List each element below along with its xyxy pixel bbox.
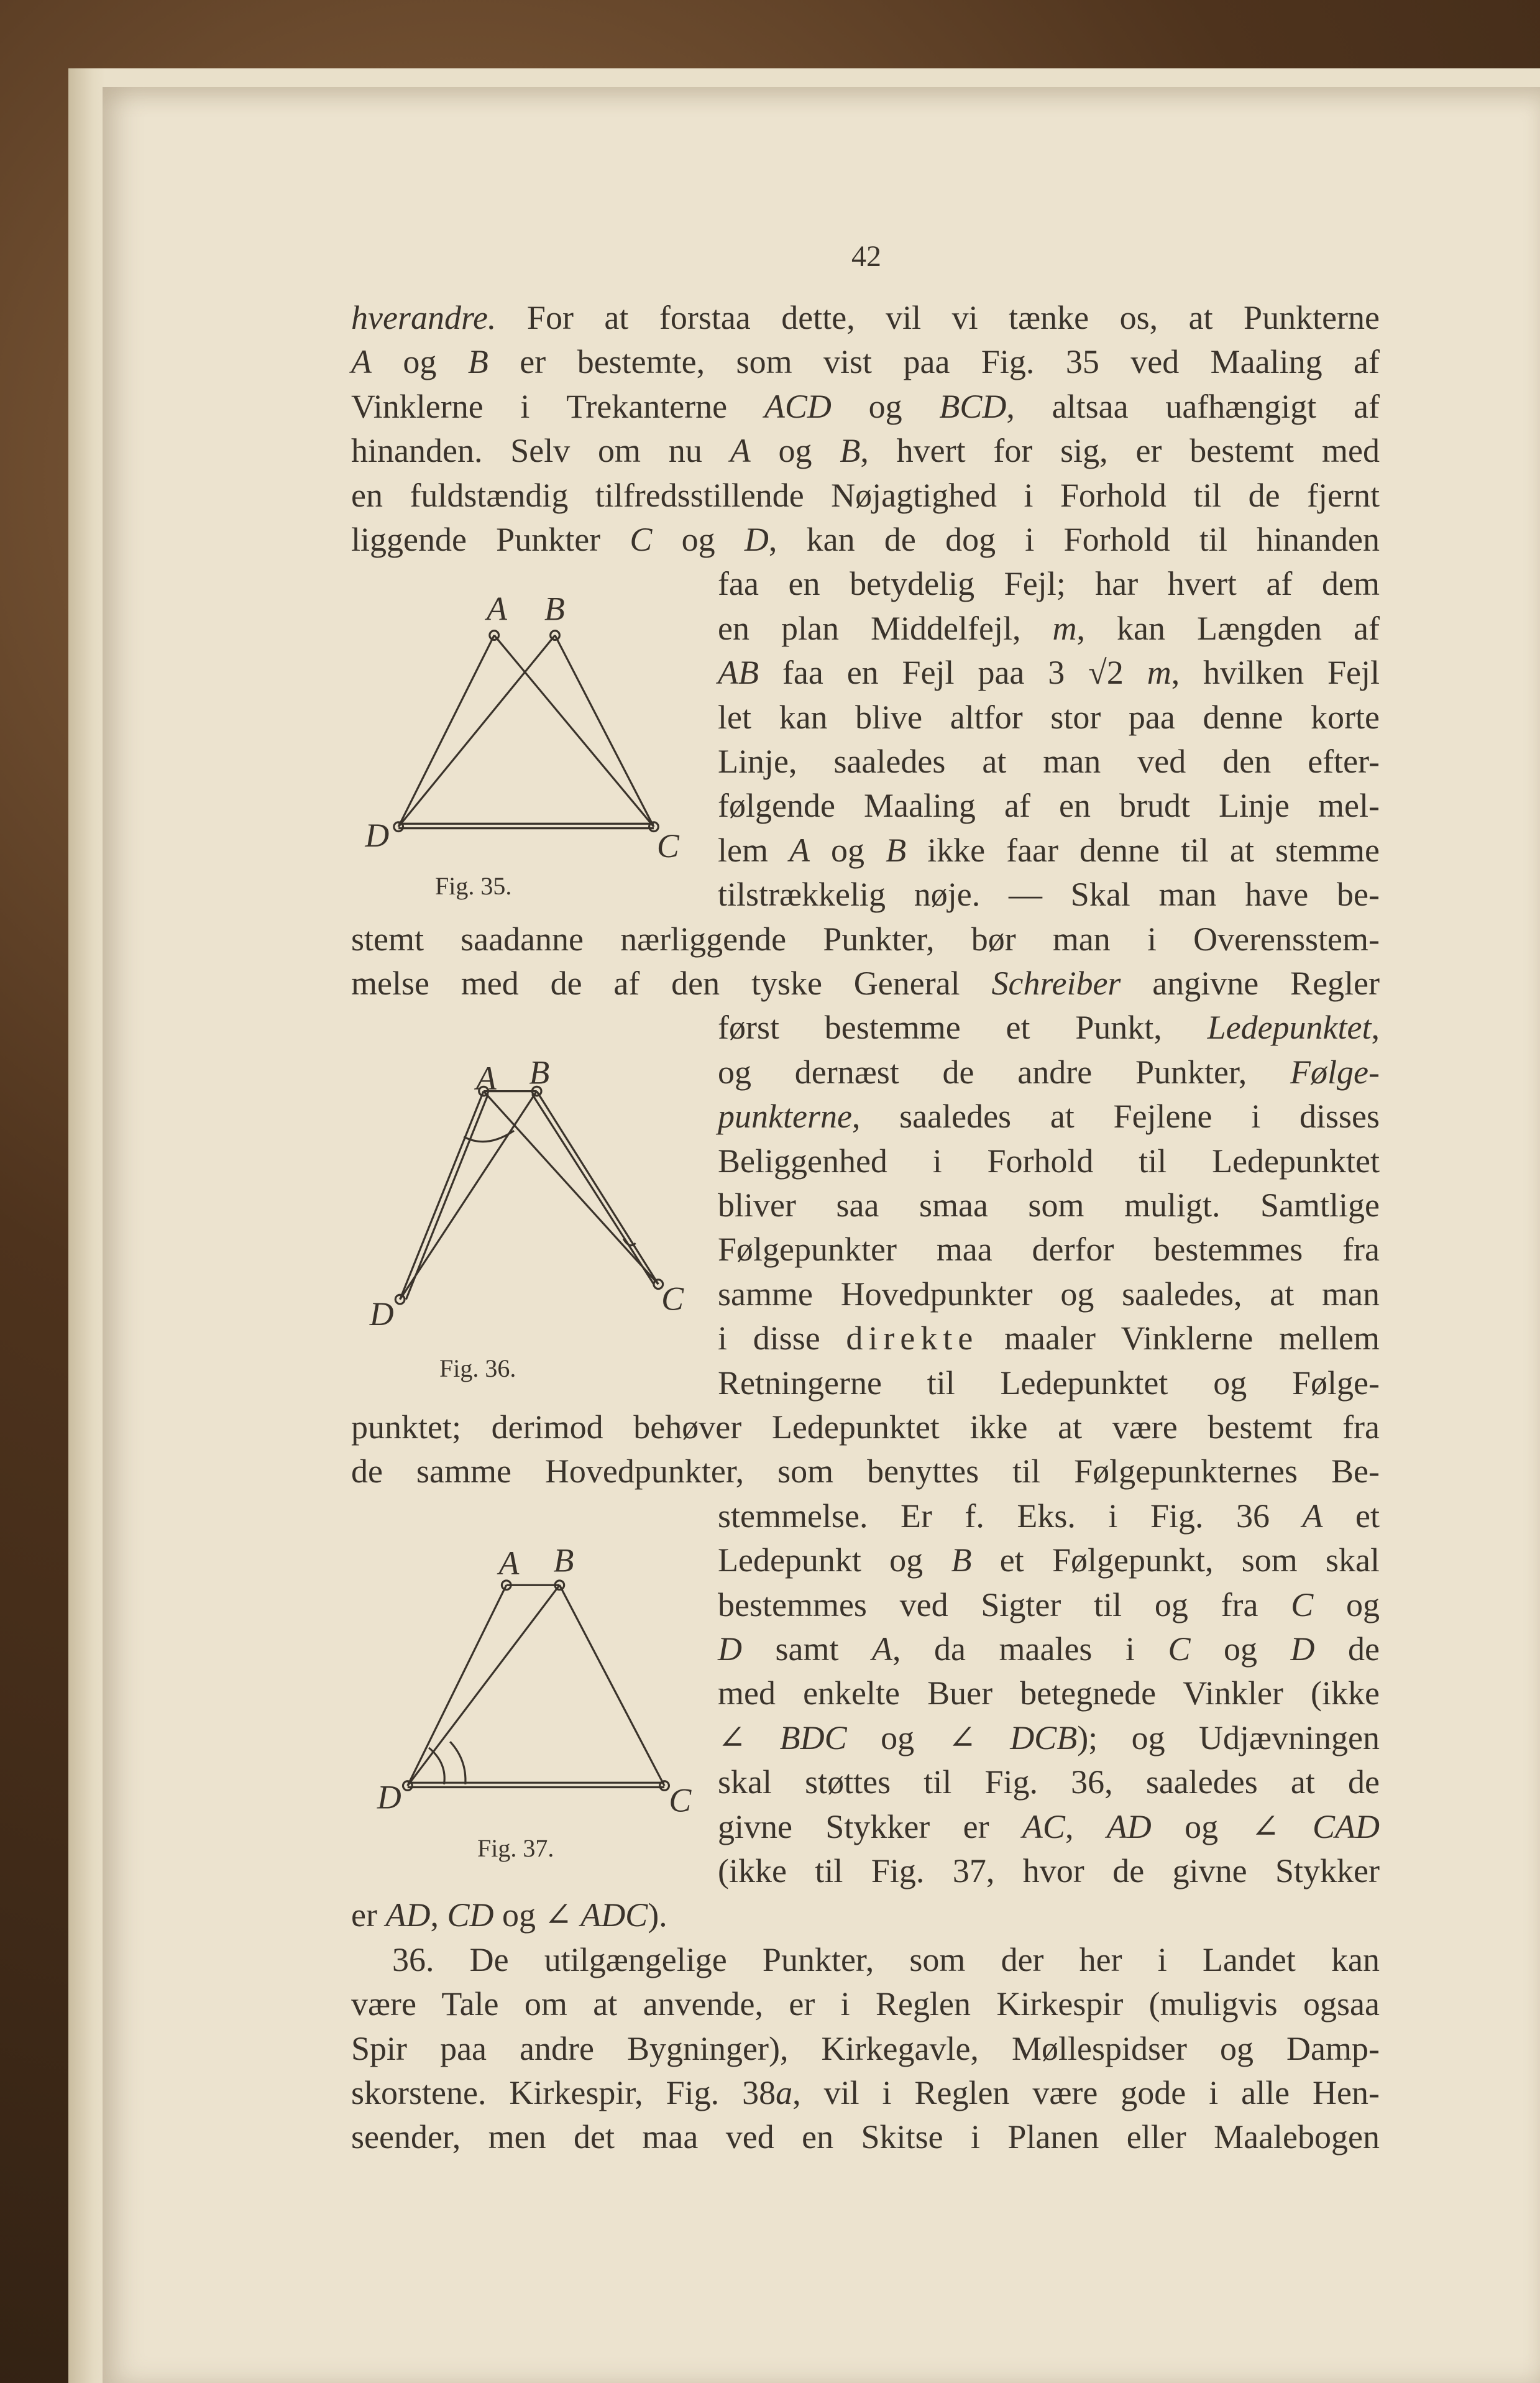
text-line [351,430,1380,471]
text-segment: er [351,1896,386,1934]
italic-text: B [840,432,861,470]
italic-text: CAD [1313,1807,1380,1845]
text-line [718,697,1380,738]
text-line [718,785,1380,826]
text-line [718,608,1380,649]
fig37-label-d: D [377,1778,401,1816]
text-segment: (ikke til Fig. 37, hvor de givne Stykker [718,1852,1380,1889]
italic-text: AD [385,1896,431,1934]
text-line [392,1939,1380,1980]
fig35-label-b: B [544,590,565,628]
text-line [718,1761,1380,1802]
text-segment: , altsaa uafhængigt af [1006,387,1380,425]
italic-text: C [1291,1586,1314,1623]
text-segment: faa en betydelig Fejl; har hvert af dem [718,565,1380,603]
italic-text: B [886,831,907,869]
text-segment: de samme Hovedpunkter, som benyttes til Følgepunkternes Be- [351,1453,1380,1490]
text-segment: direkte [846,1320,979,1357]
text-line [351,1894,1380,1935]
text-segment: først bestemme et Punkt, [718,1009,1208,1047]
text-line [718,1850,1380,1891]
text-segment: , kan Længden af [1076,609,1380,647]
text-line [718,1673,1380,1714]
text-segment: et [1322,1497,1380,1535]
text-line [351,919,1380,960]
text-segment: og [750,432,840,470]
text-line [351,475,1380,516]
fig36-label-c: C [661,1280,684,1318]
text-segment: stemmelse. Er f. Eks. i Fig. 36 [718,1497,1303,1535]
text-segment: samme Hovedpunkter og saaledes, at man [718,1275,1380,1313]
text-line [351,1983,1380,2024]
text-line [718,1318,1380,1359]
text-line [718,874,1380,915]
text-segment: hinanden. Selv om nu [351,432,730,470]
italic-text: BCD [939,387,1007,425]
text-segment: et Følgepunkt, som skal [971,1541,1380,1579]
text-segment: , [1371,1009,1380,1047]
text-line [351,2116,1380,2157]
text-segment: Ledepunkt og [718,1541,951,1579]
italic-text: Følge- [1290,1053,1380,1091]
italic-text: hverandre. [351,299,497,336]
italic-text: m [1052,609,1077,647]
text-segment: være Tale om at anvende, er i Reglen Kirkespir (muligvis ogsaa [351,1985,1380,2023]
italic-text: AB [718,654,759,692]
italic-text: D [744,521,769,558]
text-segment: , hvilken Fejl [1171,654,1380,692]
text-line [351,1407,1380,1448]
fig36-label-b: B [529,1054,550,1091]
text-segment: samt [742,1630,873,1668]
text-segment: ). [648,1896,667,1934]
italic-text: A [730,432,751,470]
text-segment: skorstene. Kirkespir, Fig. 38 [351,2074,776,2111]
text-line [351,2028,1380,2069]
text-line [718,1584,1380,1625]
text-line [718,1495,1380,1536]
text-line [718,1229,1380,1270]
text-line [351,2072,1380,2113]
text-line [718,830,1380,871]
text-segment: , vil i Reglen være gode i alle Hen- [792,2074,1380,2111]
italic-text: CD [447,1896,494,1934]
italic-text: AD [1106,1807,1152,1845]
text-segment: Vinklerne i Trekanterne [351,387,764,425]
italic-text: AC [1022,1807,1065,1845]
text-segment: , [430,1896,447,1934]
fig37-label-c: C [669,1781,692,1819]
italic-text: a [776,2074,793,2111]
figure-35 [364,590,679,865]
fig35-caption: Fig. 35. [435,872,512,900]
text-segment: ); og Udjævningen [1077,1719,1380,1756]
text-line [718,1628,1380,1669]
fig36-caption: Fig. 36. [439,1354,516,1382]
text-line [351,341,1380,382]
fig37-label-b: B [553,1541,574,1579]
italic-text: C [630,521,653,558]
text-segment: tilstrækkelig nøje. — Skal man have be- [718,876,1380,914]
italic-text: B [951,1541,972,1579]
text-segment: og [810,831,886,869]
text-segment: givne Stykker er [718,1807,1022,1845]
text-segment: og dernæst de andre Punkter, [718,1053,1291,1091]
fig36-label-a: A [475,1060,497,1098]
text-line [718,563,1380,604]
italic-text: A [1302,1497,1323,1535]
italic-text: C [1168,1630,1191,1668]
text-segment: faa en Fejl paa 3 √2 [758,654,1147,692]
italic-text: A [789,831,810,869]
text-line [351,1451,1380,1492]
fig37-caption: Fig. 37. [477,1834,554,1862]
text-segment: og [831,387,940,425]
text-line [351,386,1380,427]
text-line [718,1185,1380,1226]
italic-text: D [1290,1630,1315,1668]
italic-text: A [351,343,372,381]
text-segment: Beliggenhed i Forhold til Ledepunktet [718,1142,1380,1180]
text-line [718,1717,1380,1758]
text-segment: og [372,343,468,381]
text-segment: liggende Punkter [351,521,630,558]
italic-text: BDC [779,1719,847,1756]
text-segment: en fuldstændig tilfredsstillende Nøjagtighed i Forhold til de fjernt [351,476,1380,514]
text-segment: , saaledes at Fejlene i disses [851,1098,1380,1136]
text-segment: punktet; derimod behøver Ledepunktet ikke at være bestemt fra [351,1408,1380,1446]
text-segment: skal støttes til Fig. 36, saaledes at de [718,1763,1380,1801]
text-segment: For at forstaa dette, vil vi tænke os, at Punkterne [496,299,1380,336]
text-segment: angivne Regler [1121,965,1380,1002]
text-segment: en plan Middelfejl, [718,609,1053,647]
text-segment: følgende Maaling af en brudt Linje mel- [718,787,1380,825]
text-segment: og ∠ [1151,1807,1313,1845]
text-segment: og ∠ [846,1719,1011,1756]
fig35-label-d: D [365,816,390,854]
text-line [718,1274,1380,1315]
text-line [718,741,1380,782]
text-segment: stemt saadanne nærliggende Punkter, bør man i Overensstem- [351,920,1380,958]
text-segment: bliver saa smaa som muligt. Samtlige [718,1187,1380,1224]
fig36-label-d: D [369,1295,394,1333]
text-line [718,1540,1380,1581]
italic-text: Schreiber [991,965,1121,1002]
text-line [351,519,1380,560]
italic-text: punkterne [718,1098,852,1136]
text-segment: Linje, saaledes at man ved den efter- [718,743,1380,780]
text-segment: melse med de af den tyske General [351,965,992,1002]
text-line [351,297,1380,338]
italic-text: Ledepunktet [1207,1009,1372,1047]
text-segment: Retningerne til Ledepunktet og Følge- [718,1364,1380,1402]
fig35-label-c: C [656,827,679,865]
fig35-label-a: A [486,590,507,628]
text-segment: , da maales i [892,1630,1168,1668]
text-segment: og [652,521,745,558]
text-segment: ikke faar denne til at stemme [906,831,1380,869]
text-segment: og [1190,1630,1291,1668]
text-line [718,1141,1380,1182]
italic-text: D [718,1630,742,1668]
text-segment: i disse [718,1320,846,1357]
text-segment: Spir paa andre Bygninger), Kirkegavle, Møllespidser og Damp- [351,2029,1380,2067]
text-segment: og ∠ [493,1896,581,1934]
figure-36 [369,1054,684,1333]
text-segment: lem [718,831,790,869]
text-segment: 36. De utilgængelige Punkter, som der her i Landet kan [392,1940,1380,1978]
text-segment: Følgepunkter maa derfor bestemmes fra [718,1231,1380,1269]
text-line [718,1052,1380,1093]
text-line [718,1007,1380,1048]
text-segment: , [1065,1807,1107,1845]
text-line [718,1096,1380,1137]
text-segment: seender, men det maa ved en Skitse i Planen eller Maalebogen [351,2118,1380,2156]
text-segment: , kan de dog i Forhold til hinanden [768,521,1380,558]
italic-text: B [467,343,488,381]
italic-text: ADC [580,1896,648,1934]
text-line [718,1806,1380,1847]
italic-text: ACD [764,387,832,425]
fig37-label-a: A [498,1545,520,1582]
figure-37 [377,1541,692,1819]
text-segment: , hvert for sig, er bestemt med [860,432,1380,470]
text-line [351,963,1380,1004]
text-segment: bestemmes ved Sigter til og fra [718,1586,1291,1623]
italic-text: DCB [1010,1719,1078,1756]
text-segment: med enkelte Buer betegnede Vinkler (ikke [718,1674,1380,1712]
text-line [718,1362,1380,1403]
italic-text: A [872,1630,893,1668]
italic-text: m [1147,654,1171,692]
text-segment: maaler Vinklerne mellem [978,1320,1380,1357]
text-segment: ∠ [718,1719,780,1756]
text-segment: de [1314,1630,1380,1668]
text-segment: og [1313,1586,1380,1623]
page-number: 42 [851,240,881,273]
text-segment: er bestemte, som vist paa Fig. 35 ved Maaling af [488,343,1380,381]
text-segment: let kan blive altfor stor paa denne korte [718,698,1380,736]
text-line [718,652,1380,693]
